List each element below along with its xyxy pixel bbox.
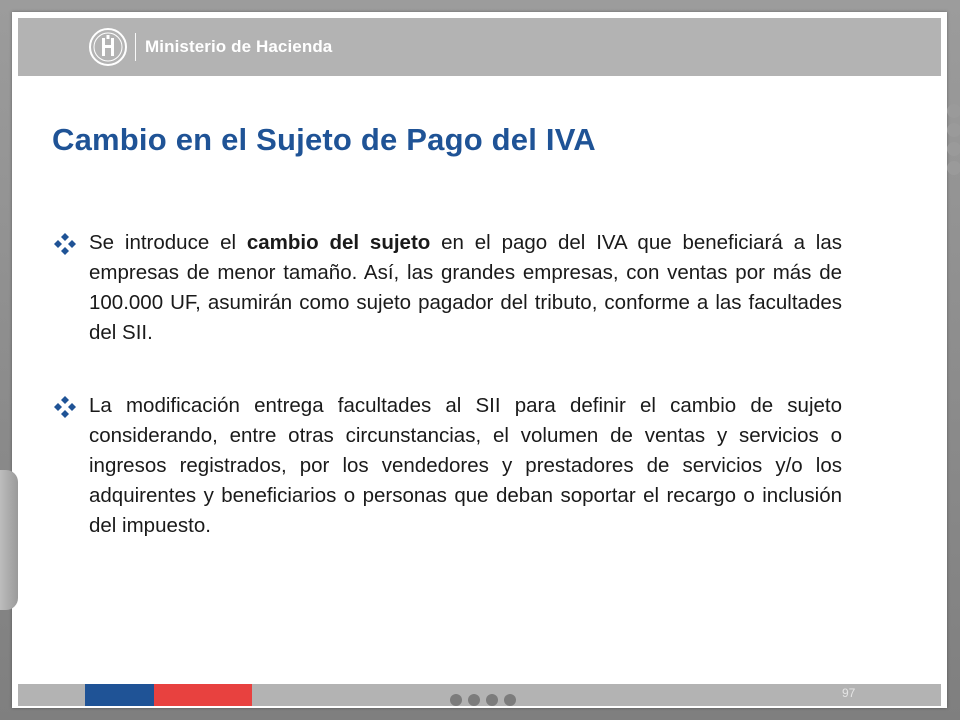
side-decoration-dots [944, 104, 960, 180]
bullet-text-bold: cambio del sujeto [246, 231, 431, 254]
footer-decoration-dots [450, 694, 522, 706]
ministry-logo [88, 26, 332, 68]
left-edge-tab [0, 470, 18, 610]
header-bar [18, 18, 941, 76]
side-dot [947, 161, 960, 175]
four-diamond-bullet-icon [52, 231, 78, 257]
bullet-text [89, 228, 842, 348]
side-dot [947, 123, 960, 137]
bullet-item [52, 228, 842, 348]
bullet-text [89, 391, 842, 541]
side-dot [947, 142, 960, 156]
footer-dot [450, 694, 462, 706]
ministry-name: Ministerio de Hacienda [145, 37, 333, 56]
bullet-text-start: Se introduce el [89, 231, 247, 254]
logo-separator [135, 33, 136, 61]
bullet-text-end: en el pago del IVA que beneficiará a las empresas de menor tamaño. Así, las grandes empresas, con ventas por más de 100.000 UF, asumirán como sujeto pagador del tributo, conforme a las facultades del SII. [89, 231, 843, 344]
hacienda-crest-icon [88, 27, 128, 67]
footer-dot [504, 694, 516, 706]
footer-dot [486, 694, 498, 706]
slide-title: Cambio en el Sujeto de Pago del IVA [52, 122, 596, 157]
bullet-text-start: La modificación entrega facultades al SII para definir el cambio de sujeto considerando, entre otras circunstancias, el volumen de ventas y servicios o ingresos registrados, por los vendedores y prestadores de servicios y/o los adquirentes y beneficiarios o personas que deban soportar el recargo o inclusión del impuesto. [89, 394, 842, 537]
page-number: 97 [842, 686, 856, 700]
bullet-item [52, 391, 842, 541]
footer-dot [468, 694, 480, 706]
four-diamond-bullet-icon [52, 394, 78, 420]
bullet-list [52, 228, 842, 584]
side-dot [947, 104, 960, 118]
flag-stripe-red [154, 684, 252, 706]
flag-stripe-blue [85, 684, 154, 706]
